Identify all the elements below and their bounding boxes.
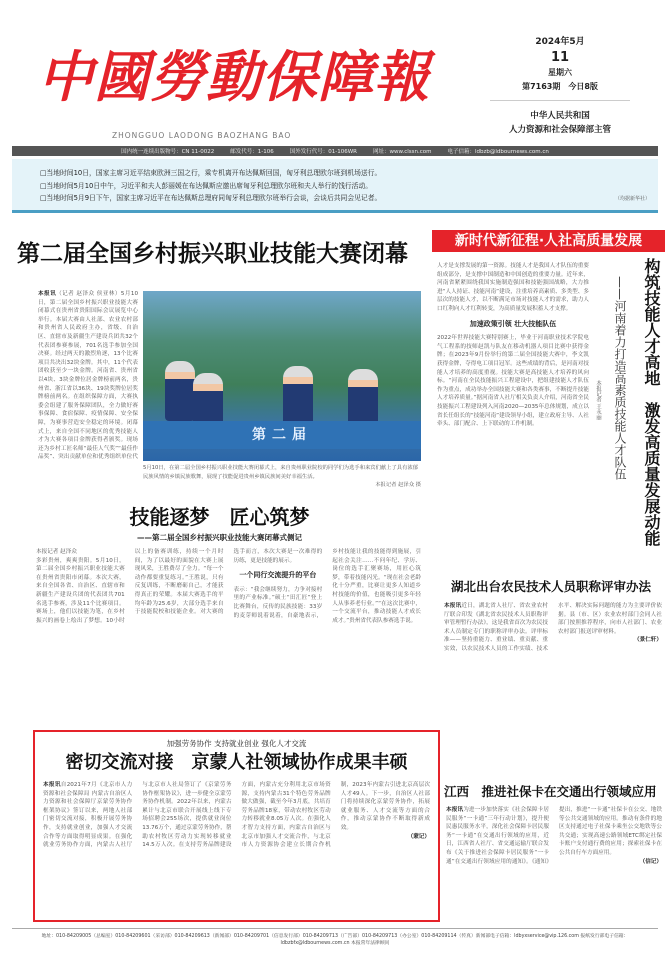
photo-dancer [348,369,378,429]
cooperation-article-body [43,781,430,909]
feature-article-body [36,548,421,726]
hubei-text: 近日，湖北省人社厅、省农业农村厅联合印发《湖北省农民技术人员职称评审管理暂行办法》，这是我省首次为农民技术人员制定专门的职称评审办法。评审标准——坚持重能力、重业绩、重贡献、重实效，以农民技术人员的工作实绩、技术水平、解决实际问题的能力为主要评价依据。县（市、区）农业农村部门会同人社部门按照推荐程序，向市人社部门、农业农村部门报送评审材料。 [444,603,662,652]
feature-subtitle: ——第二届全国乡村振兴职业技能大赛闭幕式侧记 [137,533,302,542]
logo-pinyin: ZHONGGUO LAODONG BAOZHANG BAO [112,131,292,140]
lead-text: （记者 赵泽众 侯亚林）5月10日，第二届全国乡村振兴职业技能大赛闭幕式在贵州省贵阳国际会议展览中心举行。本届大赛由人社部、农业农村部和贵州省人民政府主办，省级、自治区、直辖市及新疆生产建设兵团共32个代表团参赛参展，701名选手参加全国决赛。经过两天的激烈角逐，13个比赛项目共决出32块金牌。其中，11个代表团收获至少一块金牌。河南省、贵州省以4块、3块金牌位居金牌榜前两名，贵州省、浙江省以36块、19块奖牌位居奖牌榜前两名。在组织保障方面，大赛执委会组建了服务保障团队，全力做好赛事保障、食宿保障、疫情保障、安全保障，为赛事营造安全稳定的环境。闭幕式上，来自全国不同地区的优秀技能人才为大赛各项目金牌获得者颁奖。现场还为乡村工匠名师“最佳人气奖”“最佳作品奖”、突出贡献单位和优秀组织单位代 [38,291,138,461]
feature-text: 多彩贵州，爽爽贵阳。5月10日，第二届全国乡村振兴职业技能大赛在贵州省贵阳市闭幕。本次大赛，来自全国各省、自治区、直辖市和新疆生产建设兵团的代表团共701名选手参赛，涉及11个比赛项目。赛场上，他们以技能为笔，在乡村振兴的画卷上绘出了梦想。10小时以上的备赛训练，持续一个月时间，为了以最好的面貌在大赛上展现风采，王胜费尽了全力。“每一个动作都要重复练习。”王胜说，只有反复训练，不断磨砺自己，才能获得真正的荣耀。本届大赛选手的平均年龄为25.6岁，大部分选手来自于技能院校和技能企业。对大赛的选手而言，本次大赛是一次难得的历练，更是技能的展示。 [36,549,323,624]
cooperation-text: 自2021年7月《北京市人力资源和社会保障局 内蒙古自治区人力资源和社会保障厅京蒙劳务协作框架协议》签订以来，两地人社部门密切交流对接，积极开展劳务协作，支持就业创业，加强人才交流合作等方面取得明显成果。在强化就业劳务协作方面，内蒙古人社厅与北京市人社局签订了《京蒙劳务协作框架协议》，进一步健全京蒙劳务协作机制。2022年以来，内蒙古累计与北京市联合开展线上线下专场招聘会255场次，提供就业岗位13.76万个，通过京蒙劳务协作，帮助农村牧区劳动力实现转移就业14.5万人次。在支持劳务品牌建设方面，内蒙古充分利用北京市场资源，支持内蒙古31个特色劳务品牌做大做强，截至今年3月底，共培育劳务品牌18家，带动农村牧区劳动力转移就业8.05万人次。在强化人才智力支持方面，内蒙古自治区与北京市加强人才交流合作，与北京市人力资源协会建立长期合作机制，2023年内蒙古引进北京高层次人才49人。下一步，自治区人社部门将持续深化京蒙劳务协作，拓展就业服务、人才交流等方面的合作，推动京蒙协作不断取得新成效。 [43,782,430,849]
henan-vertical-title: 构筑技能人才高地 激发高质量发展动能 [642,258,661,546]
henan-intro: 人才是支撑发展的第一资源。技能人才是我国人才队伍的重要组成部分，是支撑中国制造和中国创造的重要力量。近年来，河南省紧紧围绕我国实施制造强国和技能强国战略，大力推进“人人持证、技能河南”建设，注重培养高素质、多类型、多层次的技能人才，以不断满足市场对技能人才的需求，助力人口红利向人才红利转变，为高质量发展积蓄人才支撑。 [437,263,589,312]
issue-info [470,34,650,137]
info-email[interactable]: 电子信箱：ldbzb@ldbournews.com.cn [447,149,549,155]
henan-byline: 本报记者 王永丽 [595,380,601,421]
publication-info-bar [12,146,658,156]
news-brief-source: （均据新华社） [614,195,650,202]
info-postal: 邮发代号：1-106 [230,149,274,155]
henan-vertical-subtitle: ——河南着力打造高素质技能人才队伍 [613,276,627,480]
hubei-article-body [444,602,662,772]
jiangxi-article-body [446,806,662,922]
feature-headline: 技能逐梦 匠心筑梦 [129,505,310,529]
issue-number: 第7163期 今日8版 [522,82,598,91]
organizer-line1: 中华人民共和国 [530,111,590,121]
day: 11 [550,50,570,65]
info-foreign: 国外发行代号：01-106WR [289,149,357,155]
photo-caption [143,464,421,490]
news-brief-item: □当地时间10日，国家主席习近平结束欧洲三国之行，乘专机离开布达佩斯回国，匈牙利总理欧尔班到机场送行。 [40,169,382,177]
weekday: 星期六 [548,68,572,77]
lead-byline: 本报讯 [38,291,57,297]
organizer-line2: 人力资源和社会保障部主管 [508,125,611,135]
info-cn: 国内统一连续出版物号：CN 11-0022 [121,149,215,155]
hubei-headline: 湖北出台农民技术人员职称评审办法 [450,579,651,594]
cooperation-kicker: 加强劳务协作 支持就业创业 强化人才交流 [166,739,307,748]
newspaper-logo: 中國勞動保障報 [38,44,431,109]
cooperation-headline: 密切交流对接 京蒙人社领域协作成果丰硕 [65,752,408,773]
news-photo [143,291,421,461]
year-month: 2024年5月 [535,37,585,47]
hubei-byline: 本报讯 [444,603,462,609]
feature-byline: 本报记者 赵泽众 [36,549,77,555]
news-brief-item: □当地时间5月9日下午，国家主席习近平在布达佩斯总理府同匈牙利总理欧尔班举行会谈，会谈后共同会见记者。 [40,194,382,202]
jiangxi-text: 为进一步加快落实《社会保障卡居民服务“一卡通”三年行动计划》，提升便民惠民服务水平，深化社会保障卡居民服务“一卡通”在交通出行领域的应用，近日，江西省人社厅、省交通运输厅联合发布《关于推进社会保障卡居民服务“一卡通”在交通出行领域应用的通知》。《通知》提出，推进“一卡通”社保卡在公交、地铁等公共交通领域的应用。推动有条件的地区支持通过电子社保卡乘坐公交地铁等公共交通；实现高速公路领域ETC绑定社保卡账户支付通行费的应用；探索社保卡在公共自行车方面应用。 [446,807,662,865]
footer-contacts: 地址：010-84209005（总编室）010-84209601（采访部）010-84209613（新闻部）010-84209701（信息发行部）010-84209713（广告部）010-84209713（办公室）010-84209114（传真）新闻部电子信箱：ldbyxservice@vip.126.com 报纸发行部电子信箱：ldbzbfx@ldbournews.com.cn 本报常年法律顾问 [12,928,658,946]
henan-section-heading: 加速政策引领 壮大技能队伍 [469,319,557,328]
photo-credit: 本报记者 赵泽众 摄 [375,482,421,488]
news-brief-box [12,159,658,213]
feature-section-heading: 一个同行交流提升的平台 [239,571,317,580]
lead-headline: 第二届全国乡村振兴职业技能大赛闭幕 [17,241,408,267]
henan-article-body [437,262,589,567]
jiangxi-end-mark: （信记） [639,858,662,865]
cooperation-byline: 本报讯 [43,782,61,788]
cooperation-end-mark: （蒙记） [407,833,430,840]
lead-article-body [38,290,138,462]
info-website[interactable]: 网址：www.clssn.com [373,149,432,155]
photo-dancer [283,366,313,426]
jiangxi-byline: 本报讯 [446,807,464,813]
feature-text-2: 表示：“我会继续努力，力争对接村里的产业标准。”硕士“田汇匠”登上比赛舞台，反传的民族技能：33岁的麦芽师说着说着，自豪地表示，乡村技能让我的技能得到施展，引起社会关注……不问年纪、学历、岗位的选手汇聚赛场，用匠心筑梦，带着技能闪光。“现在社会老龄化十分严重，比赛让更多人知道乡村技能的价值，也能吸引更多年轻人从事养老行业。”“在这次比赛中，一个交流平台，推动技能人才成长成才。”贵州省代表队参赛选手说。 [233,549,421,624]
hubei-end-mark: （景仁轩） [634,637,662,644]
divider [490,100,630,101]
caption-text: 5月10日，在第二届全国乡村振兴职业技能大赛闭幕式上，来自贵州职业院校的同学们为选手和来宾们献上了具有浓郁民族风情的乡镇民族歌舞，展现了技能促进贵州乡镇民族间美好幸福生活。 [143,465,418,480]
photo-dancer [165,361,195,421]
section-tag: 新时代新征程·人社高质量发展 [432,230,665,252]
jiangxi-headline: 江西 推进社保卡在交通出行领域应用 [444,784,657,799]
henan-text: 2022年世界技能大赛特别赛上，毕业于河南职业技术学院电气工程系的技师赵凯与队友在移动机器人项目比赛中获得金牌；在2023年9月份举行的第二届全国技能大赛中，李文凯获得金牌，夺得电工项目冠军。这些成绩的背后，是河南对技能人才培养的高度重视。技能大赛是高技能人才培养的风向标。“河南在全民技能振兴工程建设中，把组建技能人才队伍作为重点，成功举办全国技能大赛和各类赛事，不断提升技能人才培养质量。”据河南省人社厅相关负责人介绍，河南省全民技能振兴工程建设列入河南2020—2035年总体规划，成立以省长任组长的“技能河南”建设领导小组，建立政府主导、人社牵头、部门配合、上下联动的工作机制。 [437,335,589,428]
photo-banner: 第二届 [143,421,421,449]
highlighted-article-box [33,730,440,922]
news-brief-item: □当地时间5月10日中午，习近平和夫人彭丽媛在布达佩斯应邀出席匈牙利总理欧尔班和夫人举行的饯行活动。 [40,181,373,190]
